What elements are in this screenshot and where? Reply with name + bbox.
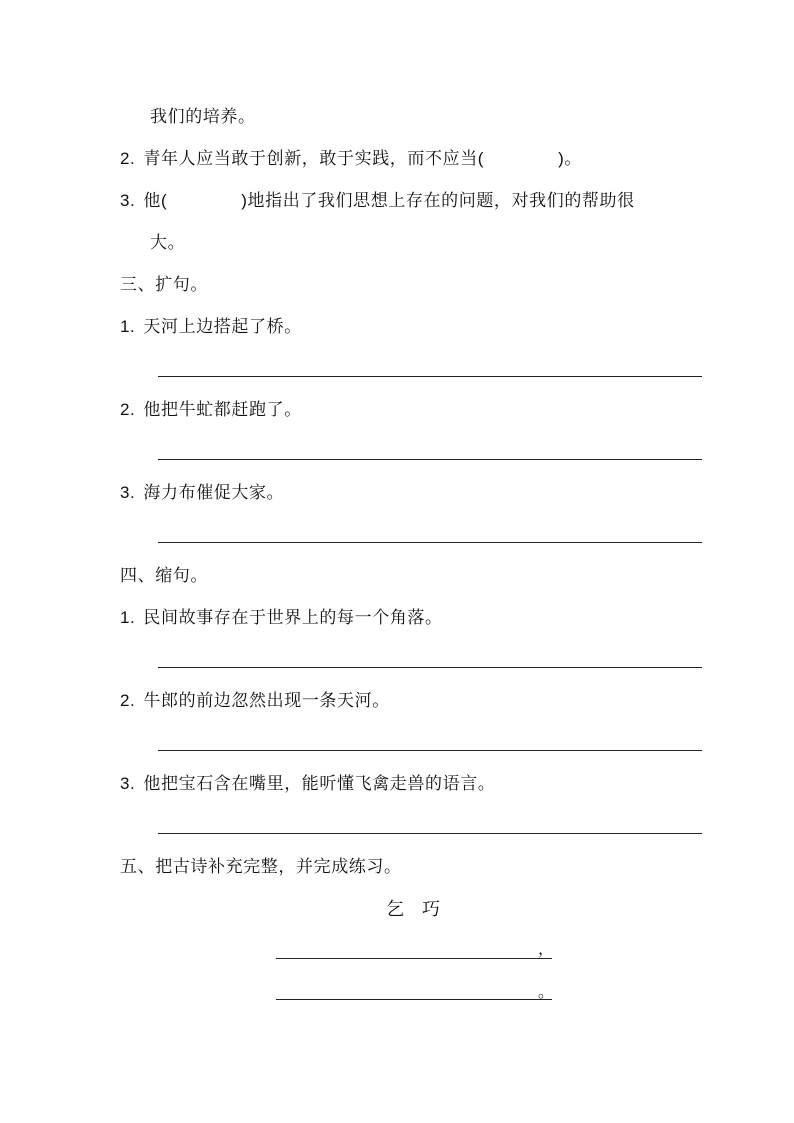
question-text: 海力布催促大家。 bbox=[143, 483, 285, 503]
question-2 bbox=[120, 148, 582, 170]
question-number: 3. bbox=[120, 483, 136, 502]
question-text: 天河上边搭起了桥。 bbox=[143, 317, 302, 337]
poem-line-1[interactable] bbox=[276, 958, 552, 959]
expand-item-1 bbox=[120, 316, 302, 338]
question-3 bbox=[120, 190, 635, 212]
expand-item-2 bbox=[120, 399, 302, 421]
question-text-end: 地指出了我们思想上存在的问题，对我们的帮助很 bbox=[247, 191, 635, 211]
answer-line[interactable] bbox=[158, 542, 702, 543]
question-text: 他把牛虻都赶跑了。 bbox=[143, 400, 302, 420]
question-text: 牛郎的前边忽然出现一条天河。 bbox=[143, 691, 390, 711]
section-heading-poem: 五、把古诗补充完整，并完成练习。 bbox=[120, 857, 402, 877]
question-number: 2. bbox=[120, 691, 136, 710]
question-3-line2: 大。 bbox=[150, 233, 186, 253]
blank-open-paren: ( bbox=[161, 191, 168, 210]
shorten-item-2 bbox=[120, 690, 390, 712]
blank-close-paren: ) bbox=[241, 191, 248, 210]
blank-open-paren: ( bbox=[477, 149, 485, 168]
poem-line-2[interactable] bbox=[276, 999, 552, 1000]
question-text: 青年人应当敢于创新，敢于实践，而不应当 bbox=[143, 149, 478, 169]
answer-line[interactable] bbox=[158, 667, 702, 668]
shorten-item-3 bbox=[120, 773, 495, 795]
question-number: 3. bbox=[120, 774, 136, 793]
sentence-continuation: 我们的培养。 bbox=[150, 107, 256, 127]
question-number: 3. bbox=[120, 191, 136, 210]
question-text: 民间故事存在于世界上的每一个角落。 bbox=[143, 608, 443, 628]
period-mark: 。 bbox=[538, 982, 555, 1001]
blank-close-paren: ) bbox=[558, 149, 565, 168]
question-number: 1. bbox=[120, 608, 136, 627]
question-number: 1. bbox=[120, 317, 136, 336]
question-number: 2. bbox=[120, 149, 136, 168]
answer-line[interactable] bbox=[158, 750, 702, 751]
answer-line[interactable] bbox=[158, 376, 702, 377]
question-text: 他把宝石含在嘴里，能听懂飞禽走兽的语言。 bbox=[143, 774, 496, 794]
answer-line[interactable] bbox=[158, 459, 702, 460]
section-heading-expand: 三、扩句。 bbox=[120, 275, 208, 295]
question-text: 他 bbox=[143, 191, 161, 211]
question-number: 2. bbox=[120, 400, 136, 419]
shorten-item-1 bbox=[120, 607, 443, 629]
poem-title: 乞巧 bbox=[386, 899, 458, 920]
section-heading-shorten: 四、缩句。 bbox=[120, 566, 208, 586]
answer-line[interactable] bbox=[158, 833, 702, 834]
comma-mark: ， bbox=[538, 939, 555, 958]
question-text-end: 。 bbox=[564, 149, 582, 169]
expand-item-3 bbox=[120, 482, 284, 504]
